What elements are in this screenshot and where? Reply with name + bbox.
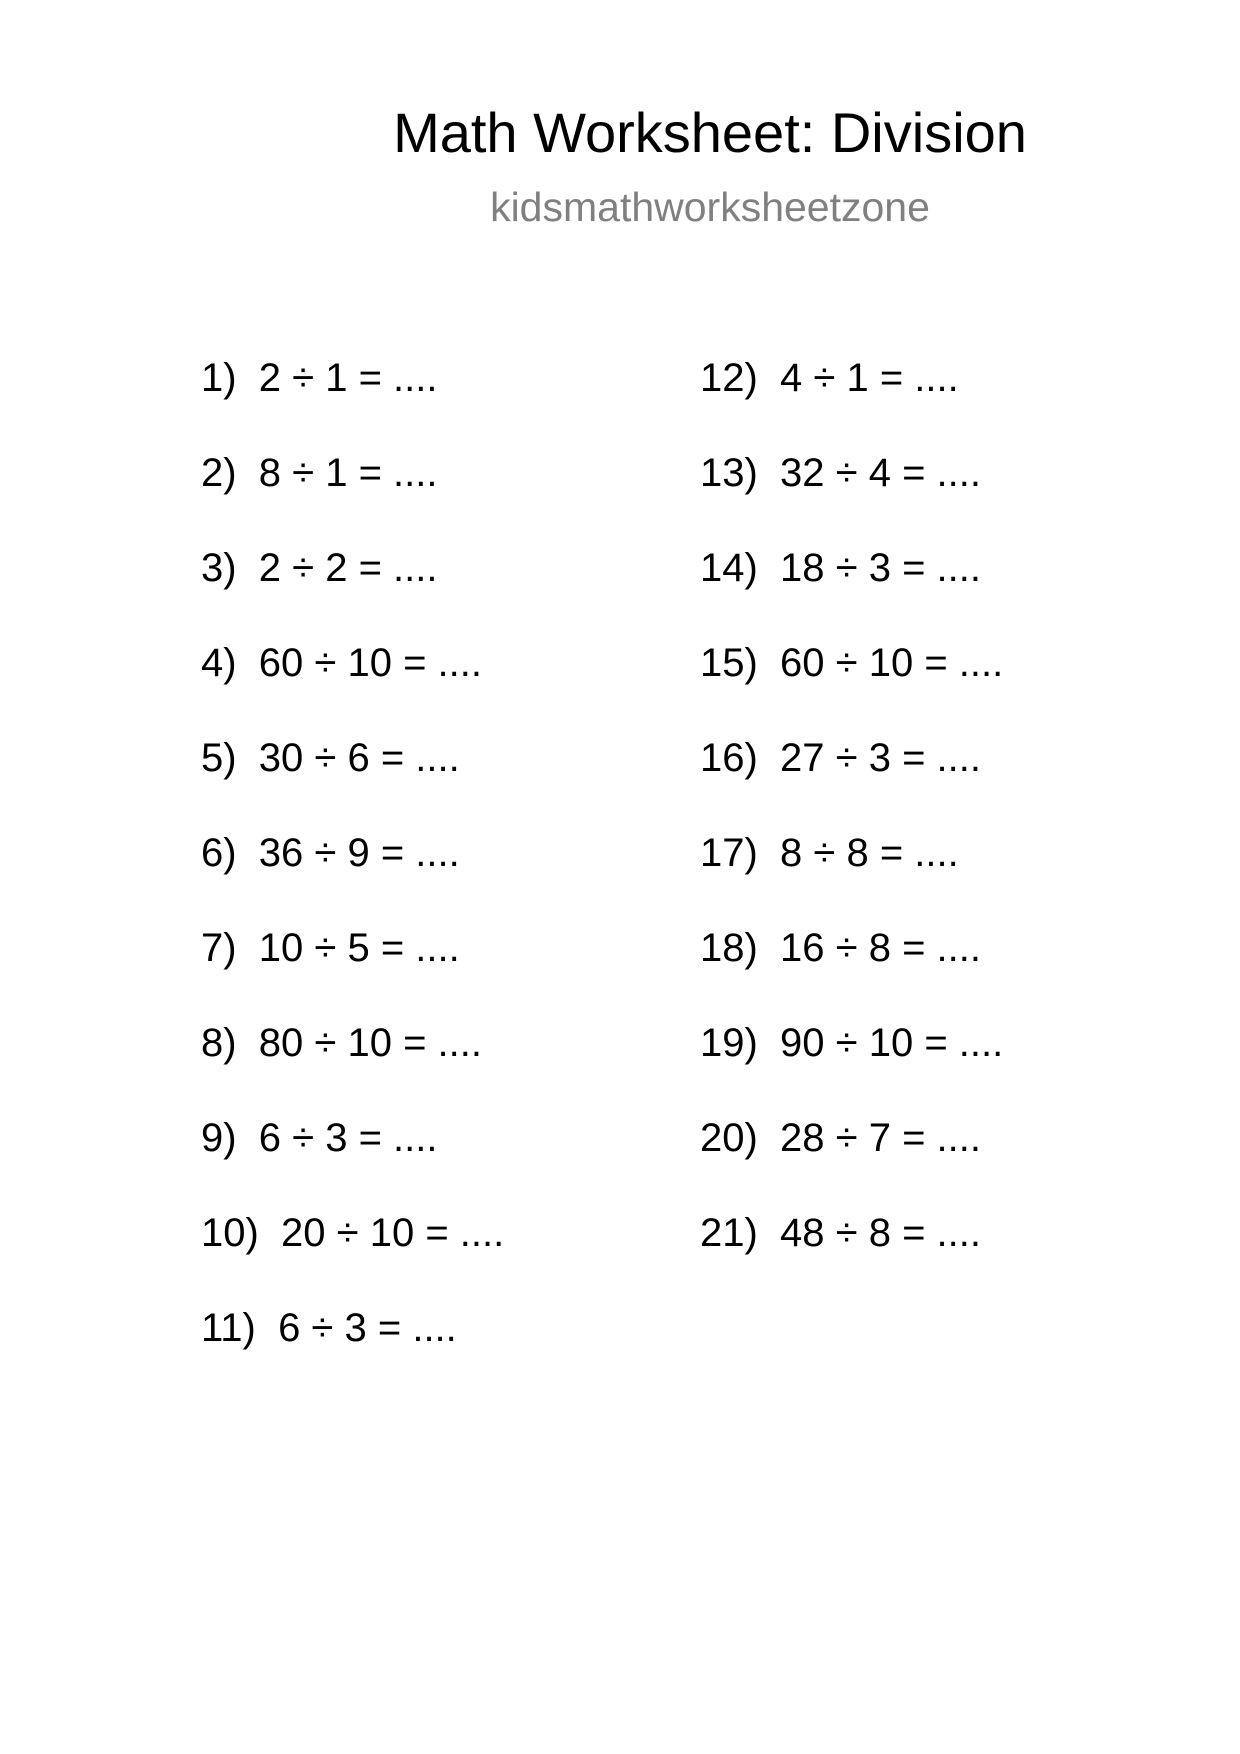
problem-item: 17) 8 ÷ 8 = .... — [700, 831, 959, 875]
problem-item: 21) 48 ÷ 8 = .... — [700, 1211, 981, 1255]
problem-item: 4) 60 ÷ 10 = .... — [201, 641, 482, 685]
problems-left-column — [201, 352, 504, 1397]
problem-item: 18) 16 ÷ 8 = .... — [700, 926, 981, 970]
problems-right-column — [700, 352, 1003, 1302]
problem-item: 1) 2 ÷ 1 = .... — [201, 356, 438, 400]
problem-item: 12) 4 ÷ 1 = .... — [700, 356, 959, 400]
problem-item: 9) 6 ÷ 3 = .... — [201, 1116, 438, 1160]
problem-item: 20) 28 ÷ 7 = .... — [700, 1116, 981, 1160]
problem-item: 14) 18 ÷ 3 = .... — [700, 546, 981, 590]
problem-item: 7) 10 ÷ 5 = .... — [201, 926, 460, 970]
worksheet-subtitle: kidsmathworksheetzone — [490, 184, 930, 230]
problem-item: 16) 27 ÷ 3 = .... — [700, 736, 981, 780]
problem-item: 15) 60 ÷ 10 = .... — [700, 641, 1004, 685]
problem-item: 8) 80 ÷ 10 = .... — [201, 1021, 482, 1065]
problem-item: 5) 30 ÷ 6 = .... — [201, 736, 460, 780]
problem-item: 13) 32 ÷ 4 = .... — [700, 451, 981, 495]
problem-item: 3) 2 ÷ 2 = .... — [201, 546, 438, 590]
problem-item: 2) 8 ÷ 1 = .... — [201, 451, 438, 495]
problem-item: 6) 36 ÷ 9 = .... — [201, 831, 460, 875]
problem-item: 10) 20 ÷ 10 = .... — [201, 1211, 505, 1255]
problem-item: 19) 90 ÷ 10 = .... — [700, 1021, 1004, 1065]
problem-item: 11) 6 ÷ 3 = .... — [201, 1306, 457, 1350]
worksheet-title: Math Worksheet: Division — [393, 101, 1027, 164]
